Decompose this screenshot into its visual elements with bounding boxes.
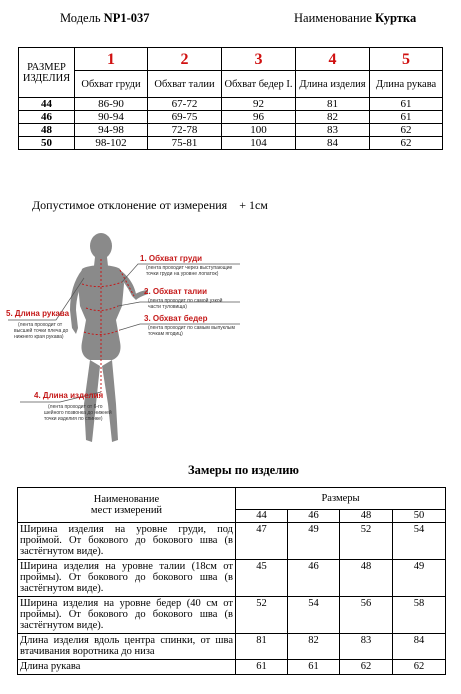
svg-text:(лента проходит от: (лента проходит от <box>18 322 63 328</box>
svg-text:(лента проходит по самой узкой: (лента проходит по самой узкой <box>148 298 223 304</box>
size-cell: 46 <box>19 111 75 124</box>
svg-text:высшей точки плеча до: высшей точки плеча до <box>14 328 69 334</box>
svg-text:3. Обхват бедер: 3. Обхват бедер <box>144 314 208 323</box>
value-cell: 104 <box>222 137 296 150</box>
svg-text:2. Обхват талии: 2. Обхват талии <box>144 287 207 296</box>
value-cell: 54 <box>393 523 446 560</box>
value-cell: 58 <box>393 597 446 634</box>
value-cell: 72-78 <box>148 124 222 137</box>
col-number-5: 5 <box>370 48 443 71</box>
header-size-48: 48 <box>340 509 393 522</box>
size-table <box>18 47 443 150</box>
tolerance-line <box>32 198 268 213</box>
svg-text:нижнего края рукава): нижнего края рукава) <box>14 334 64 340</box>
model-code: NP1-037 <box>103 11 150 25</box>
size-cell: 48 <box>19 124 75 137</box>
table-row <box>19 137 443 150</box>
value-cell: 49 <box>288 523 340 560</box>
value-cell: 100 <box>222 124 296 137</box>
table-row <box>18 523 446 560</box>
value-cell: 83 <box>340 634 393 660</box>
value-cell: 82 <box>288 634 340 660</box>
value-cell: 69-75 <box>148 111 222 124</box>
measure-label: Ширина изделия на уровне бедер (40 см от проймы). От бокового до бокового шва (в застёгнутом виде). <box>18 597 236 634</box>
header-size-44: 44 <box>236 509 288 522</box>
value-cell: 47 <box>236 523 288 560</box>
col-number-3: 3 <box>222 48 296 71</box>
value-cell: 48 <box>340 560 393 597</box>
value-cell: 61 <box>370 111 443 124</box>
col-header-waist: Обхват талии <box>148 71 222 98</box>
value-cell: 92 <box>222 98 296 111</box>
tolerance-value: + 1см <box>239 198 268 212</box>
svg-text:(лента проходит через выступаю: (лента проходит через выступающие <box>146 265 233 271</box>
table-row <box>19 98 443 111</box>
value-cell: 52 <box>236 597 288 634</box>
model-label: Модель <box>60 11 101 25</box>
header-measure-name: Наименование мест измерений <box>18 488 236 523</box>
value-cell: 54 <box>288 597 340 634</box>
value-cell: 81 <box>236 634 288 660</box>
value-cell: 90-94 <box>75 111 148 124</box>
size-header-cell: РАЗМЕР ИЗДЕЛИЯ <box>19 48 75 98</box>
value-cell: 45 <box>236 560 288 597</box>
table-row <box>18 634 446 660</box>
col-header-chest: Обхват груди <box>75 71 148 98</box>
value-cell: 62 <box>340 660 393 675</box>
value-cell: 49 <box>393 560 446 597</box>
value-cell: 61 <box>236 660 288 675</box>
svg-text:точки изделия по спинке): точки изделия по спинке) <box>44 416 103 422</box>
header-sizes: Размеры <box>236 488 446 510</box>
model-line <box>60 11 150 26</box>
svg-text:точкам ягодиц): точкам ягодиц) <box>148 331 183 337</box>
callout-length <box>34 391 112 422</box>
measure-label: Длина изделия вдоль центра спинки, от шва втачивания воротника до низа <box>18 634 236 660</box>
header-size-50: 50 <box>393 509 446 522</box>
measure-label: Длина рукава <box>18 660 236 675</box>
value-cell: 61 <box>288 660 340 675</box>
callout-waist <box>144 287 223 310</box>
svg-text:5. Длина рукава: 5. Длина рукава <box>6 309 70 318</box>
table-row <box>18 597 446 634</box>
value-cell: 62 <box>370 124 443 137</box>
svg-text:4. Длина изделия: 4. Длина изделия <box>34 391 104 400</box>
tolerance-text: Допустимое отклонение от измерения <box>32 198 228 212</box>
col-header-hips: Обхват бедер I. <box>222 71 296 98</box>
table-row <box>19 124 443 137</box>
value-cell: 82 <box>296 111 370 124</box>
product-name-line <box>294 11 416 26</box>
value-cell: 62 <box>370 137 443 150</box>
svg-text:точки груди на уровне лопаток): точки груди на уровне лопаток) <box>146 271 219 277</box>
col-header-length: Длина изделия <box>296 71 370 98</box>
value-cell: 98-102 <box>75 137 148 150</box>
svg-text:части туловища): части туловища) <box>148 304 187 310</box>
product-name-label: Наименование <box>294 11 372 25</box>
size-cell: 50 <box>19 137 75 150</box>
value-cell: 84 <box>296 137 370 150</box>
callout-hips <box>144 314 235 337</box>
value-cell: 62 <box>393 660 446 675</box>
value-cell: 52 <box>340 523 393 560</box>
svg-text:шейного позвонка до нижней: шейного позвонка до нижней <box>44 410 112 416</box>
value-cell: 56 <box>340 597 393 634</box>
col-number-1: 1 <box>75 48 148 71</box>
value-cell: 75-81 <box>148 137 222 150</box>
col-number-2: 2 <box>148 48 222 71</box>
value-cell: 86-90 <box>75 98 148 111</box>
table-row <box>18 660 446 675</box>
table-row <box>18 560 446 597</box>
value-cell: 96 <box>222 111 296 124</box>
measurements-title: Замеры по изделию <box>188 463 299 477</box>
measure-label: Ширина изделия на уровне талии (18см от проймы). От бокового до бокового шва (в застёгнутом виде). <box>18 560 236 597</box>
callout-chest <box>140 254 233 277</box>
measure-label: Ширина изделия на уровне груди, под проймой. От бокового до бокового шва (в застёгнутом виде). <box>18 523 236 560</box>
product-name-value: Куртка <box>375 11 417 25</box>
col-number-4: 4 <box>296 48 370 71</box>
size-cell: 44 <box>19 98 75 111</box>
value-cell: 84 <box>393 634 446 660</box>
measurements-table <box>17 487 446 675</box>
callout-sleeve <box>6 309 70 340</box>
table-row <box>19 111 443 124</box>
svg-text:(лента проходит от 6-го: (лента проходит от 6-го <box>48 404 103 410</box>
value-cell: 67-72 <box>148 98 222 111</box>
value-cell: 81 <box>296 98 370 111</box>
col-header-sleeve: Длина рукава <box>370 71 443 98</box>
value-cell: 46 <box>288 560 340 597</box>
value-cell: 94-98 <box>75 124 148 137</box>
svg-text:1. Обхват груди: 1. Обхват груди <box>140 254 203 263</box>
measurement-figure <box>0 224 461 454</box>
header-size-46: 46 <box>288 509 340 522</box>
value-cell: 61 <box>370 98 443 111</box>
value-cell: 83 <box>296 124 370 137</box>
svg-text:(лента проходит по самым выпук: (лента проходит по самым выпуклым <box>148 325 235 331</box>
